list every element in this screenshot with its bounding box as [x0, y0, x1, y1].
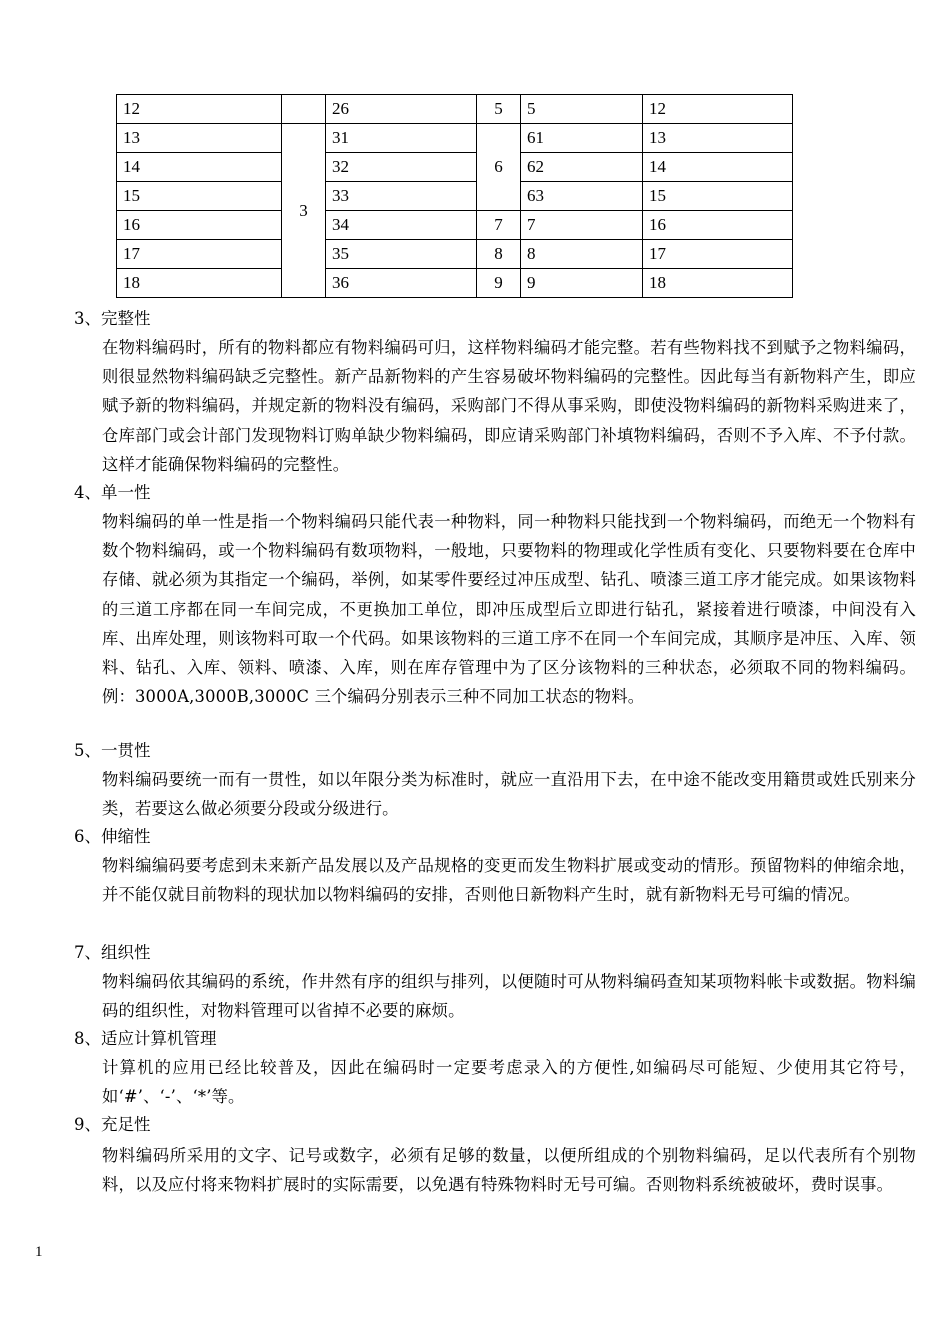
table-cell: 63: [521, 182, 643, 211]
table-cell: 9: [521, 269, 643, 298]
table-cell: 31: [326, 124, 477, 153]
table-row: [117, 182, 793, 211]
table-cell: 62: [521, 153, 643, 182]
section-heading: 4、单一性: [74, 483, 151, 502]
table-cell: 15: [643, 182, 793, 211]
section-completeness: [74, 304, 924, 479]
table-cell: 35: [326, 240, 477, 269]
section-heading: 8、适应计算机管理: [74, 1029, 217, 1048]
table-row: [117, 269, 793, 298]
table-cell: 33: [326, 182, 477, 211]
table-row: [117, 95, 793, 124]
section-consistency: [74, 736, 924, 823]
table-cell: 18: [117, 269, 282, 298]
table-cell: 7: [477, 211, 521, 240]
table-cell: 32: [326, 153, 477, 182]
table-cell: 18: [643, 269, 793, 298]
section-body: 物料编码所采用的文字、记号或数字，必须有足够的数量，以便所组成的个别物料编码，足以代表所有个别物料，以及应付将来物料扩展时的实际需要，以免遇有特殊物料时无号可编。否则物料系统被破坏，费时误事。: [102, 1146, 916, 1195]
page-number: 1: [35, 1244, 43, 1260]
table-cell: 12: [643, 95, 793, 124]
table-cell: 13: [117, 124, 282, 153]
section-heading: 5、一贯性: [74, 741, 151, 760]
section-sufficiency: [74, 1110, 924, 1199]
table-cell: 17: [643, 240, 793, 269]
section-organization: [74, 938, 924, 1025]
table-row: [117, 211, 793, 240]
table-cell: 5: [477, 95, 521, 124]
merged-cell-group-6: 6: [477, 124, 521, 211]
table-cell: 13: [643, 124, 793, 153]
section-heading: 3、完整性: [74, 309, 151, 328]
section-heading: 6、伸缩性: [74, 827, 151, 846]
table-cell: 16: [643, 211, 793, 240]
table-cell: 8: [477, 240, 521, 269]
table-row: [117, 153, 793, 182]
table-cell: [282, 95, 326, 124]
table-cell: 15: [117, 182, 282, 211]
table-cell: 17: [117, 240, 282, 269]
table-cell: 26: [326, 95, 477, 124]
table-cell: 7: [521, 211, 643, 240]
table-cell: 16: [117, 211, 282, 240]
table-cell: 14: [117, 153, 282, 182]
section-body: 计算机的应用已经比较普及，因此在编码时一定要考虑录入的方便性,如编码尽可能短、少使用其它符号，如‘#’、‘-’、‘*’等。: [102, 1058, 916, 1107]
table-cell: 5: [521, 95, 643, 124]
table-cell: 61: [521, 124, 643, 153]
table-cell: 8: [521, 240, 643, 269]
section-body: 物料编编码要考虑到未来新产品发展以及产品规格的变更而发生物料扩展或变动的情形。预留物料的伸缩余地，并不能仅就目前物料的现状加以物料编码的安排，否则他日新物料产生时，就有新物料无号可编的情况。: [102, 856, 916, 905]
table-cell: 34: [326, 211, 477, 240]
table-cell: 36: [326, 269, 477, 298]
section-body: 物料编码要统一而有一贯性，如以年限分类为标准时，就应一直沿用下去，在中途不能改变用籍贯或姓氏别来分类，若要这么做必须要分段或分级进行。: [102, 770, 916, 819]
merged-cell-group-3: 3: [282, 124, 326, 298]
section-body: 物料编码的单一性是指一个物料编码只能代表一种物料，同一种物料只能找到一个物料编码，而绝无一个物料有数个物料编码，或一个物料编码有数项物料，一般地，只要物料的物理或化学性质有变化、只要物料要在仓库中存储、就必须为其指定一个编码，举例，如某零件要经过冲压成型、钻孔、喷漆三道工序才能完成。如果该物料的三道工序都在同一车间完成，不更换加工单位，即冲压成型后立即进行钻孔，紧接着进行喷漆，中间没有入库、出库处理，则该物料可取一个代码。如果该物料的三道工序不在同一个车间完成，其顺序是冲压、入库、领料、钻孔、入库、领料、喷漆、入库，则在库存管理中为了区分该物料的三种状态，必须取不同的物料编码。例：3000A,3000B,3000C 三个编码分别表示三种不同加工状态的物料。: [102, 512, 916, 707]
section-computer-adaptation: [74, 1024, 924, 1111]
section-uniqueness: [74, 478, 924, 711]
table-row: [117, 124, 793, 153]
table-cell: 9: [477, 269, 521, 298]
section-flexibility: [74, 822, 924, 909]
table-cell: 12: [117, 95, 282, 124]
section-heading: 7、组织性: [74, 943, 151, 962]
table-row: [117, 240, 793, 269]
section-body: 物料编码依其编码的系统，作井然有序的组织与排列，以便随时可从物料编码查知某项物料帐卡或数据。物料编码的组织性，对物料管理可以省掉不必要的麻烦。: [102, 972, 916, 1021]
code-table: [116, 94, 793, 298]
section-body: 在物料编码时，所有的物料都应有物料编码可归，这样物料编码才能完整。若有些物料找不到赋予之物料编码，则很显然物料编码缺乏完整性。新产品新物料的产生容易破坏物料编码的完整性。因此每当有新物料产生，即应赋予新的物料编码，并规定新的物料没有编码，采购部门不得从事采购，即使没物料编码的新物料采购进来了，仓库部门或会计部门发现物料订购单缺少物料编码，即应请采购部门补填物料编码，否则不予入库、不予付款。这样才能确保物料编码的完整性。: [102, 338, 916, 474]
table-cell: 14: [643, 153, 793, 182]
section-heading: 9、充足性: [74, 1115, 151, 1134]
